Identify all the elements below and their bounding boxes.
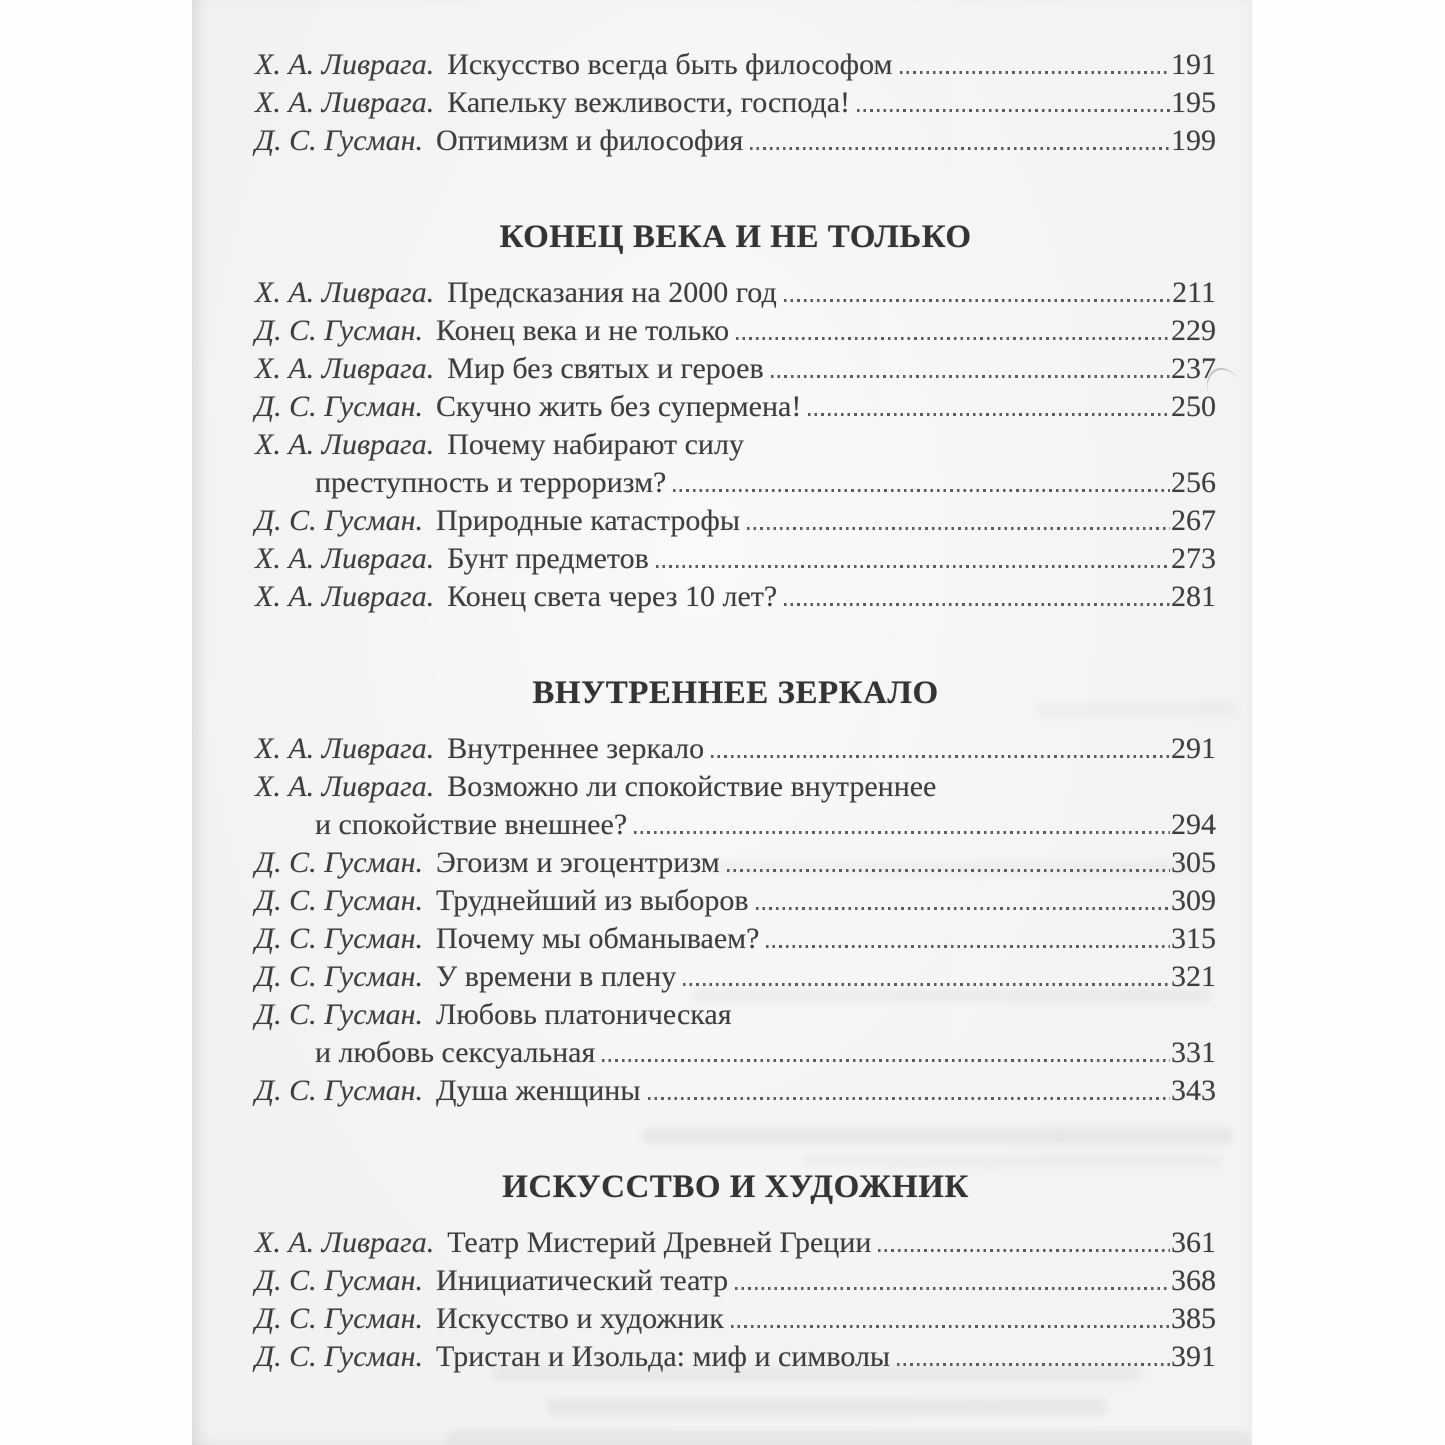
- page-number: 305: [1171, 846, 1216, 879]
- entry-author: Д. С. Гусман.: [255, 1340, 424, 1373]
- entry-title-continued: преступность и терроризм?: [315, 466, 667, 499]
- toc-entry: [255, 1262, 1216, 1300]
- entry-author: Д. С. Гусман.: [255, 1264, 424, 1297]
- dot-leader: [878, 1249, 1170, 1252]
- toc-entry: [255, 540, 1216, 578]
- entry-title: Бунт предметов: [447, 542, 649, 575]
- toc-entry: [255, 1072, 1216, 1110]
- toc-entry-line: [255, 996, 1216, 1034]
- page-number: 331: [1171, 1036, 1216, 1069]
- toc-entry: [255, 122, 1216, 160]
- entry-author: Д. С. Гусман.: [255, 960, 424, 993]
- entry-author: Х. А. Ливрага.: [255, 428, 435, 461]
- entry-title: Инициатический театр: [436, 1264, 729, 1297]
- toc-entry: [255, 46, 1216, 84]
- toc-entry: [255, 882, 1216, 920]
- entry-author: Д. С. Гусман.: [255, 884, 424, 917]
- entry-author: Х. А. Ливрага.: [255, 86, 435, 119]
- entry-title: Театр Мистерий Древней Греции: [447, 1226, 872, 1259]
- dot-leader: [736, 337, 1170, 340]
- page-number: 229: [1171, 314, 1216, 347]
- dot-leader: [747, 527, 1170, 530]
- toc-entry-line: [255, 768, 1216, 806]
- entry-author: Х. А. Ливрага.: [255, 352, 435, 385]
- toc-entry: [255, 312, 1216, 350]
- entry-author: Х. А. Ливрага.: [255, 48, 435, 81]
- dot-leader: [602, 1059, 1170, 1062]
- dot-leader: [808, 413, 1170, 416]
- entry-author: Д. С. Гусман.: [255, 1302, 424, 1335]
- toc-entry: [255, 274, 1216, 312]
- entry-author: Х. А. Ливрага.: [255, 770, 435, 803]
- page-number: 191: [1171, 48, 1216, 81]
- dot-leader: [857, 109, 1170, 112]
- toc-entry: [255, 1224, 1216, 1262]
- entry-title: Внутреннее зеркало: [447, 732, 705, 765]
- dot-leader: [900, 71, 1170, 74]
- dot-leader: [731, 1325, 1170, 1328]
- toc-entry: [255, 388, 1216, 426]
- entry-author: Д. С. Гусман.: [255, 314, 424, 347]
- toc-entry: [255, 1338, 1216, 1376]
- page-number: 391: [1171, 1340, 1216, 1373]
- dot-leader: [656, 565, 1170, 568]
- entry-title: Капельку вежливости, господа!: [447, 86, 851, 119]
- entry-title: Почему мы обманываем?: [436, 922, 760, 955]
- entry-title: Конец света через 10 лет?: [447, 580, 778, 613]
- dot-leader: [771, 375, 1170, 378]
- page-number: 211: [1172, 276, 1216, 309]
- toc-entry: [255, 578, 1216, 616]
- entry-title: Скучно жить без супермена!: [436, 390, 802, 423]
- toc-entry: [255, 730, 1216, 768]
- toc-entry: [255, 844, 1216, 882]
- entry-author: Д. С. Гусман.: [255, 1074, 424, 1107]
- page-number: 361: [1171, 1226, 1216, 1259]
- dot-leader: [634, 831, 1170, 834]
- section-heading: ВНУТРЕННЕЕ ЗЕРКАЛО: [532, 675, 939, 711]
- dot-leader: [897, 1363, 1170, 1366]
- entry-title: Предсказания на 2000 год: [447, 276, 777, 309]
- dot-leader: [756, 907, 1171, 910]
- page-number: 195: [1171, 86, 1216, 119]
- dot-leader: [784, 299, 1171, 302]
- toc-entry: [255, 958, 1216, 996]
- entry-author: Х. А. Ливрага.: [255, 276, 435, 309]
- page-number: 385: [1171, 1302, 1216, 1335]
- entry-title: Искусство всегда быть философом: [447, 48, 893, 81]
- page-number: 343: [1171, 1074, 1216, 1107]
- entry-author: Д. С. Гусман.: [255, 504, 424, 537]
- section-heading: ИСКУССТВО И ХУДОЖНИК: [502, 1169, 969, 1205]
- toc-entry-continuation: [255, 1034, 1216, 1072]
- entry-title-continued: и любовь сексуальная: [315, 1036, 596, 1069]
- entry-title: Искусство и художник: [436, 1302, 724, 1335]
- page-number: 309: [1171, 884, 1216, 917]
- dot-leader: [784, 603, 1170, 606]
- entry-title: Природные катастрофы: [436, 504, 741, 537]
- entry-title-continued: и спокойствие внешнее?: [315, 808, 628, 841]
- toc-entry-continuation: [255, 806, 1216, 844]
- dot-leader: [683, 983, 1170, 986]
- page-number: 273: [1171, 542, 1216, 575]
- page-number: 199: [1171, 124, 1216, 157]
- entry-author: Д. С. Гусман.: [255, 124, 424, 157]
- dot-leader: [735, 1287, 1170, 1290]
- section-heading: КОНЕЦ ВЕКА И НЕ ТОЛЬКО: [499, 219, 972, 255]
- toc-entry: [255, 1300, 1216, 1338]
- entry-author: Д. С. Гусман.: [255, 846, 424, 879]
- entry-title: Мир без святых и героев: [447, 352, 764, 385]
- page-number: 321: [1171, 960, 1216, 993]
- page-number: 281: [1171, 580, 1216, 613]
- dot-leader: [711, 755, 1170, 758]
- entry-title: Тристан и Изольда: миф и символы: [436, 1340, 891, 1373]
- page-number: 368: [1171, 1264, 1216, 1297]
- page-number: 267: [1171, 504, 1216, 537]
- entry-title: У времени в плену: [436, 960, 677, 993]
- toc-entry: [255, 350, 1216, 388]
- page-number: 250: [1171, 390, 1216, 423]
- dot-leader: [648, 1097, 1171, 1100]
- entry-author: Д. С. Гусман.: [255, 390, 424, 423]
- table-of-contents: [192, 0, 1252, 1376]
- dot-leader: [750, 147, 1170, 150]
- entry-author: Х. А. Ливрага.: [255, 580, 435, 613]
- dot-leader: [727, 869, 1170, 872]
- entry-title: Душа женщины: [436, 1074, 641, 1107]
- entry-author: Х. А. Ливрага.: [255, 1226, 435, 1259]
- entry-title: Почему набирают силу: [447, 428, 744, 461]
- dot-leader: [766, 945, 1170, 948]
- page-number: 294: [1171, 808, 1216, 841]
- bleed-through-smudge: [447, 1430, 1247, 1444]
- entry-title: Любовь платоническая: [436, 998, 732, 1031]
- toc-entry: [255, 84, 1216, 122]
- toc-entry: [255, 920, 1216, 958]
- toc-entry-line: [255, 426, 1216, 464]
- book-page: [192, 0, 1252, 1445]
- entry-title: Труднейший из выборов: [436, 884, 749, 917]
- toc-entry-continuation: [255, 464, 1216, 502]
- page-number: 291: [1171, 732, 1216, 765]
- entry-title: Конец века и не только: [436, 314, 730, 347]
- page-number: 237: [1171, 352, 1216, 385]
- toc-entry: [255, 502, 1216, 540]
- entry-author: Д. С. Гусман.: [255, 998, 424, 1031]
- entry-title: Возможно ли спокойствие внутреннее: [447, 770, 937, 803]
- page-number: 315: [1171, 922, 1216, 955]
- entry-title: Эгоизм и эгоцентризм: [436, 846, 720, 879]
- page-number: 256: [1171, 466, 1216, 499]
- entry-author: Д. С. Гусман.: [255, 922, 424, 955]
- dot-leader: [673, 489, 1170, 492]
- entry-author: Х. А. Ливрага.: [255, 732, 435, 765]
- entry-title: Оптимизм и философия: [436, 124, 744, 157]
- entry-author: Х. А. Ливрага.: [255, 542, 435, 575]
- bleed-through-smudge: [547, 1399, 1107, 1415]
